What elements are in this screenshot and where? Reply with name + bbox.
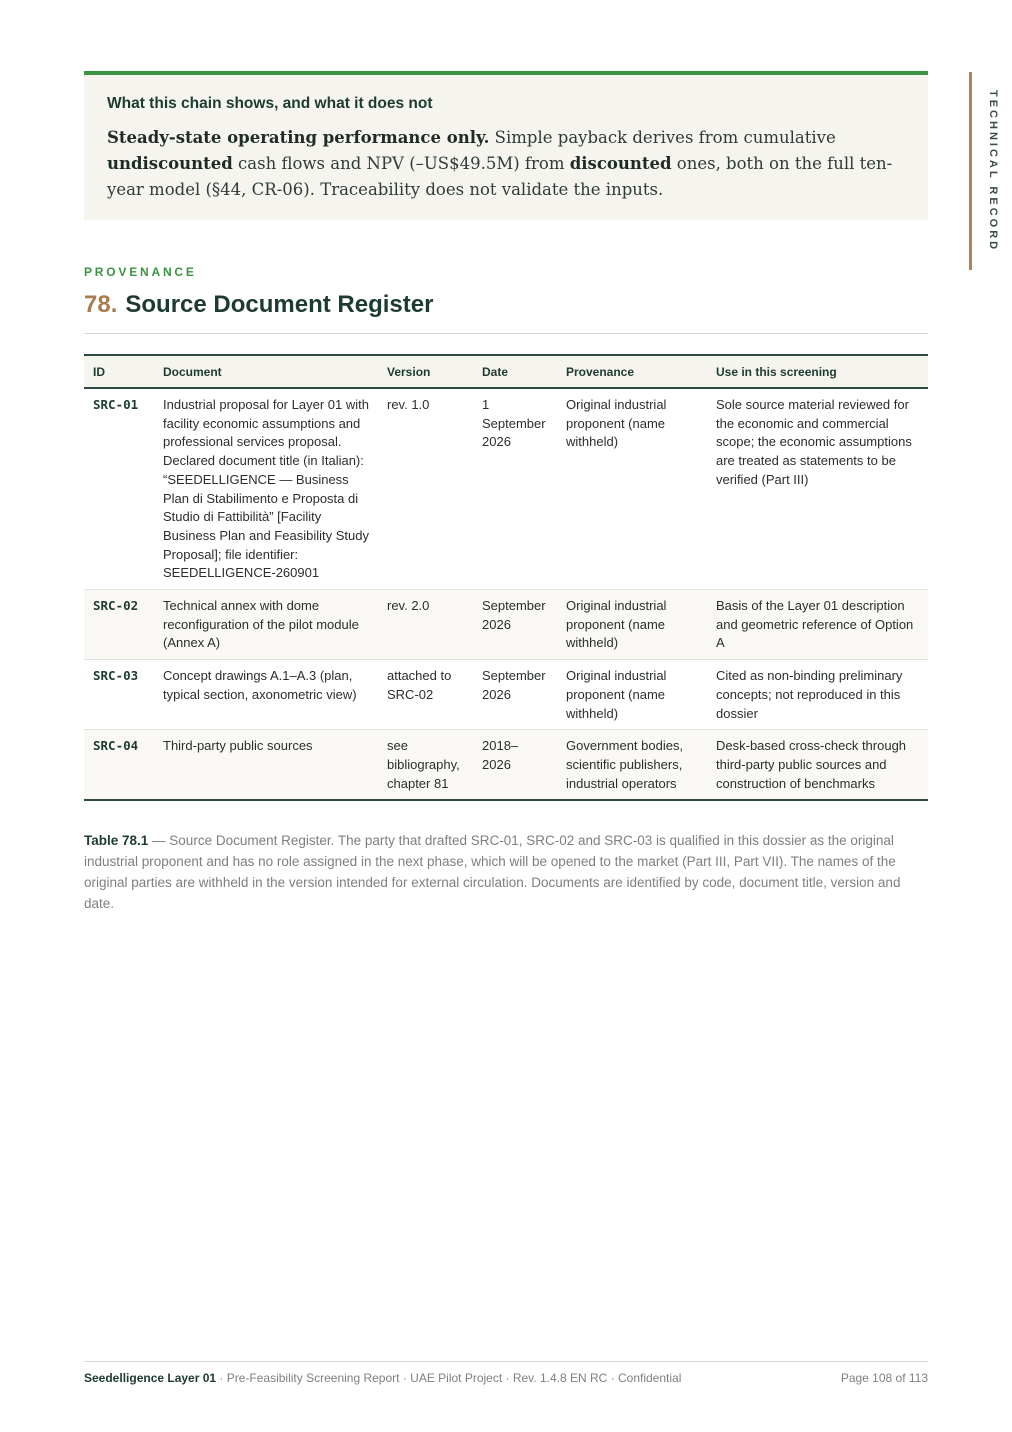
section-number: 78.: [84, 291, 118, 318]
side-tab-label: TECHNICAL RECORD: [987, 89, 999, 253]
column-header-use: Use in this screening: [707, 355, 928, 388]
cell-provenance: Original industrial proponent (name withheld): [557, 660, 707, 730]
callout-bold-term: discounted: [569, 154, 672, 173]
footer-brand: Seedelligence Layer 01: [84, 1371, 217, 1385]
cell-document: Third-party public sources: [154, 730, 378, 801]
table-row: [84, 388, 928, 590]
callout-text: cash flows and NPV (–US$49.5M) from: [232, 154, 570, 173]
footer-page-number: Page 108 of 113: [840, 1371, 928, 1385]
cell-use: Desk-based cross-check through third-party public sources and construction of benchmarks: [707, 730, 928, 801]
callout-title: What this chain shows, and what it does not: [107, 95, 433, 112]
cell-date: 2018– 2026: [473, 730, 557, 801]
caption-text: — Source Document Register. The party that drafted SRC-01, SRC-02 and SRC-03 is qualified in this dossier as the original industrial proponent and has no role assigned in the next phase, which will be opened to the market (Part III, Part VII). The names of the original parties are withheld in the version intended for external circulation. Documents are identified by code, document title, version and date.: [84, 833, 901, 911]
cell-provenance: Government bodies, scientific publishers, industrial operators: [557, 730, 707, 801]
cell-use: Sole source material reviewed for the economic and commercial scope; the economic assumptions are treated as statements to be verified (Part III): [707, 388, 928, 590]
footer-details: · Pre-Feasibility Screening Report · UAE Pilot Project · Rev. 1.4.8 EN RC · Confidential: [216, 1371, 682, 1385]
cell-id: SRC-01: [84, 388, 154, 590]
callout-bold-lead: Steady-state operating performance only.: [107, 128, 490, 147]
column-header-date: Date: [473, 355, 557, 388]
cell-use: Cited as non-binding preliminary concepts; not reproduced in this dossier: [707, 660, 928, 730]
cell-date: 1 September 2026: [473, 388, 557, 590]
table-row: [84, 660, 928, 730]
cell-version: rev. 2.0: [378, 590, 473, 660]
column-header-document: Document: [154, 355, 378, 388]
section-divider: [84, 333, 928, 334]
cell-id: SRC-02: [84, 590, 154, 660]
footer-document-info: [84, 1371, 681, 1385]
cell-date: September 2026: [473, 660, 557, 730]
callout-text: Simple payback derives from cumulative: [489, 128, 836, 147]
cell-id: SRC-03: [84, 660, 154, 730]
cell-document: Concept drawings A.1–A.3 (plan, typical section, axonometric view): [154, 660, 378, 730]
cell-id: SRC-04: [84, 730, 154, 801]
table-row: [84, 590, 928, 660]
callout-bold-term: undiscounted: [107, 154, 233, 173]
cell-use: Basis of the Layer 01 description and geometric reference of Option A: [707, 590, 928, 660]
callout-body: [107, 125, 905, 203]
summary-callout: [84, 71, 928, 220]
cell-document: Technical annex with dome reconfiguration of the pilot module (Annex A): [154, 590, 378, 660]
source-document-table: [84, 354, 928, 801]
column-header-id: ID: [84, 355, 154, 388]
section-side-tab: [969, 72, 1012, 270]
table-caption: [84, 830, 928, 914]
cell-date: September 2026: [473, 590, 557, 660]
cell-provenance: Original industrial proponent (name withheld): [557, 388, 707, 590]
cell-provenance: Original industrial proponent (name withheld): [557, 590, 707, 660]
table-row: [84, 730, 928, 801]
cell-version: see bibliography, chapter 81: [378, 730, 473, 801]
caption-label: Table 78.1: [84, 833, 149, 848]
cell-version: attached to SRC-02: [378, 660, 473, 730]
table-header-row: [84, 355, 928, 388]
cell-document: Industrial proposal for Layer 01 with facility economic assumptions and professional services proposal. Declared document title (in Italian): “SEEDELLIGENCE — Business Plan di Stabilimento e Proposta di Studio di Fattibilità” [Facility Business Plan and Feasibility Study Proposal]; file identifier: SEEDELLIGENCE-260901: [154, 388, 378, 590]
callout-text: ones, both on the full ten-year model (§44, CR-06). Traceability does not validate the inputs.: [107, 154, 893, 199]
footer-divider: [84, 1361, 928, 1362]
section-eyebrow: PROVENANCE: [84, 265, 197, 279]
section-title: [84, 291, 433, 319]
section-title-text: Source Document Register: [125, 291, 434, 318]
column-header-provenance: Provenance: [557, 355, 707, 388]
column-header-version: Version: [378, 355, 473, 388]
cell-version: rev. 1.0: [378, 388, 473, 590]
